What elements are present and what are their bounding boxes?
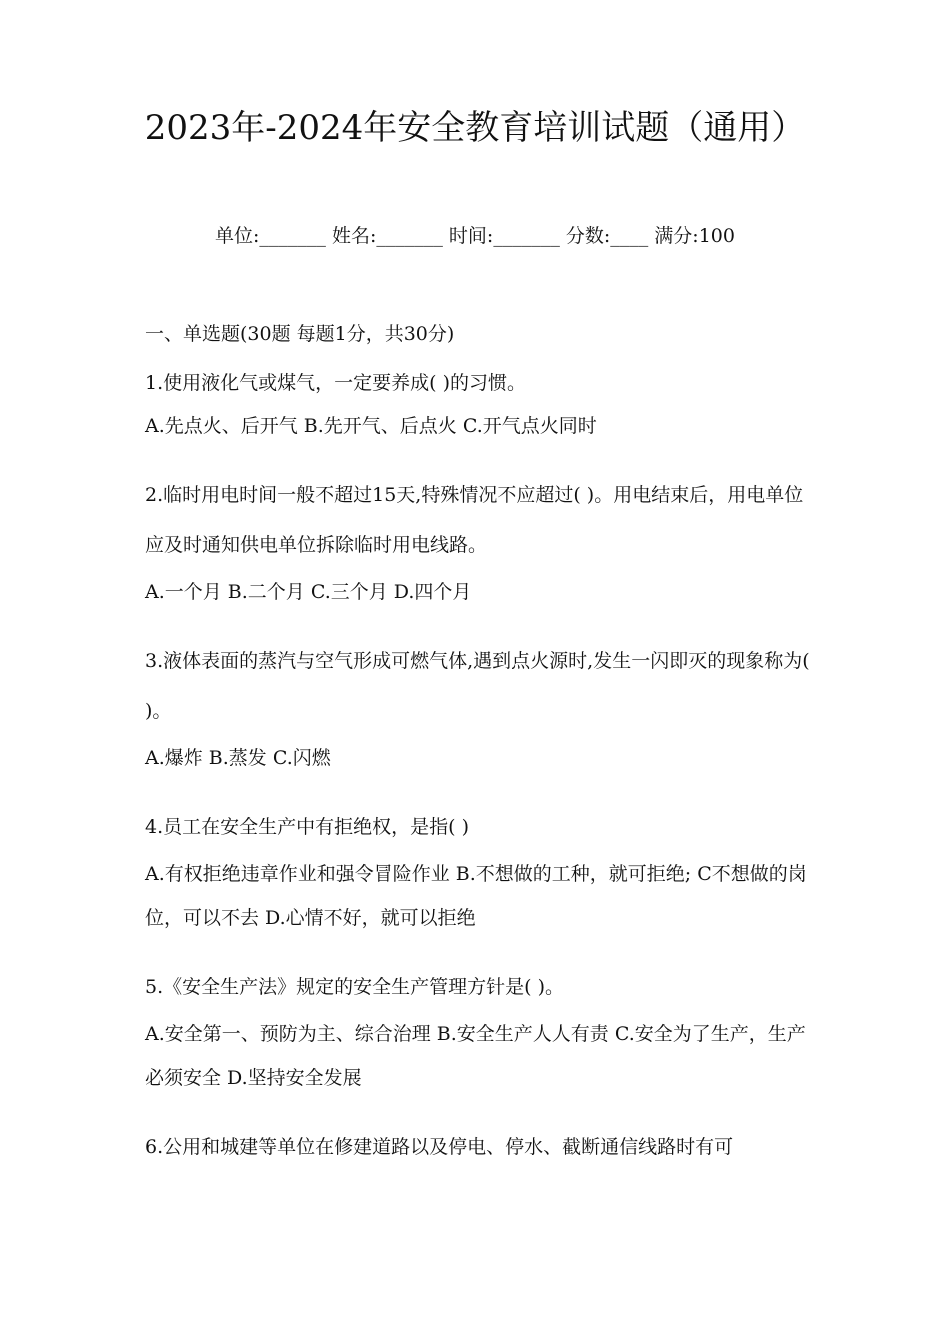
question-item (145, 1122, 810, 1172)
question-item (145, 362, 810, 448)
question-text: 5.《安全生产法》规定的安全生产管理方针是( )。 (145, 976, 564, 998)
question-text: 2.临时用电时间一般不超过15天,特殊情况不应超过( )。用电结束后，用电单位应及时通知供电单位拆除临时用电线路。 (145, 484, 804, 556)
question-item (145, 802, 810, 940)
document-title: 2023年-2024年安全教育培训试题（通用） (144, 108, 806, 148)
question-options: A.先点火、后开气 B.先开气、后点火 C.开气点火同时 (145, 415, 597, 437)
question-options: A.安全第一、预防为主、综合治理 B.安全生产人人有责 C.安全为了生产，生产必须安全 D.坚持安全发展 (145, 1023, 806, 1089)
question-text: 6.公用和城建等单位在修建道路以及停电、停水、截断通信线路时有可 (145, 1136, 734, 1158)
question-text: 1.使用液化气或煤气，一定要养成( )的习惯。 (145, 372, 526, 394)
question-text: 4.员工在安全生产中有拒绝权，是指( ) (145, 816, 469, 838)
exam-body (145, 318, 810, 1194)
exam-info-line: 单位:_______ 姓名:_______ 时间:_______ 分数:____ 满分:100 (215, 225, 735, 247)
question-text: 3.液体表面的蒸汽与空气形成可燃气体,遇到点火源时,发生一闪即灭的现象称为( )。 (145, 650, 810, 722)
section-heading: 一、单选题(30题 每题1分，共30分) (145, 323, 455, 345)
question-item (145, 636, 810, 780)
question-options: A.有权拒绝违章作业和强令冒险作业 B.不想做的工种，就可拒绝; C不想做的岗位，可以不去 D.心情不好，就可以拒绝 (145, 863, 807, 929)
question-options: A.爆炸 B.蒸发 C.闪燃 (145, 747, 331, 769)
question-options: A.一个月 B.二个月 C.三个月 D.四个月 (145, 581, 472, 603)
question-item (145, 962, 810, 1100)
question-item (145, 470, 810, 614)
